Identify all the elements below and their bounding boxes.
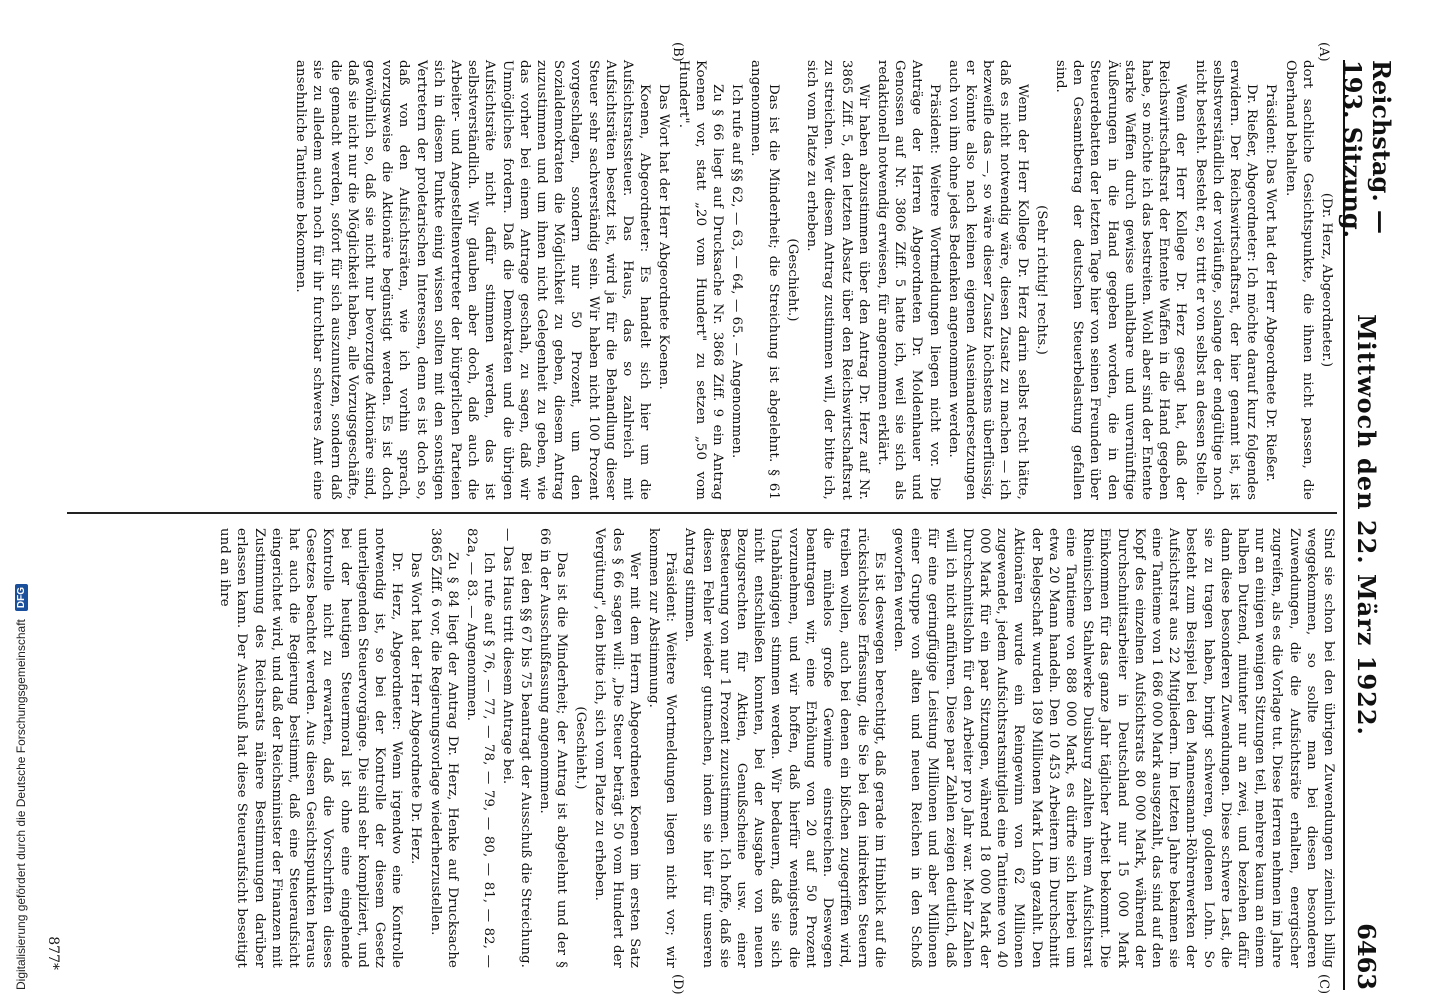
paragraph: Zu § 66 liegt auf Drucksache Nr. 3868 Ziff. 9 ein Antrag Koenen vor, statt „20 vom Hundert" zu setzen „50 vom Hundert". [675,60,726,500]
paragraph: Sind sie schon bei den übrigen Zuwendungen ziemlich billig weggekommen, so sollte man bei diesen besonderen Zuwendungen, die die Aufsichtsräte erhalten, energischer zugreifen, als es die Vorlage tut. Diese Herren nehmen im Jahre nur an einigen wenigen Sitzungen teil, mehrere kaum an einem halben Dutzend, mitunter nur an zwei, und beziehen dafür dann diese besonderen Zuwendungen. Diese schwere Last, die sie zu tragen haben, bringt schweren, goldenen Lohn. So besteht zum Beispiel bei den Mannesmann-Röhrenwerken der Aufsichtsrat aus 22 Mitgliedern. Im letzten Jahre bekamen sie eine Tantieme von 1 686 000 Mark ausgezahlt, das sind auf den Kopf des einzelnen Aufsichtsrats 80 000 Mark, während der Durchschnittsarbeiter in Deutschland nur 15 000 Mark Einkommen für das ganze Jahr täglicher Arbeit bekommt. Die Rheinischen Stahlwerke Duisburg zahlten ihrem Aufsichtsrat eine Tantieme von 888 000 Mark, es dürfte sich hierbei um etwa 20 Mann handeln. Den 10 453 Arbeitern im Durchschnitt der Belegschaft wurden 189 Millionen Mark Lohn gezahlt. Den Aktionären wurde ein Reingewinn von 62 Millionen zugewendet, jedem Aufsichtsratsmitglied eine Tantieme von 40 000 Mark für ein paar Sitzungen, während 18 000 Mark der Durchschnittslohn für den Arbeiter pro Jahr war. Mehr Zahlen will ich nicht anführen. Diese paar Zahlen zeigen deutlich, daß für eine geringfügige Leistung Millionen und aber Millionen einer Gruppe von alten und neuen Reichen in den Schoß geworfen werden. [890,528,1336,968]
paragraph: Das Wort hat der Herr Abgeordnete Koenen. [656,84,672,390]
paragraph: Präsident: Weitere Wortmeldungen liegen nicht vor; wir kommen zur Abstimmung. [646,528,679,968]
dfg-logo: DFG [15,584,28,611]
paragraph: Wenn der Herr Kollege Dr. Herz gesagt hat, daß der Reichswirtschaftsrat der Entente Waffen in die Hand gegeben habe, so möchte ich das bestreiten. Wohl aber sind der Entente starke Waffen durch gewisse unhaltbare und unvernünftige Äußerungen in die Hand gegeben worden, die in den Steuerdebatten der letzten Tage hier von seinen Freunden über den Gesamtbetrag der deutschen Steuerbelastung gefallen sind. [1052,60,1189,500]
right-column [214,528,1337,968]
paragraph: Präsident: Das Wort hat der Herr Abgeordnete Dr. Rießer. [1263,84,1279,482]
footer-page-number: 877* [45,936,61,970]
digitization-note [14,584,28,990]
margin-mark-a: (A) [1316,42,1331,62]
paragraph: Bei den §§ 67 bis 75 beantragt der Ausschuß die Streichung. — Das Haus tritt diesem Antrage bei. [500,528,533,968]
paragraph: Das ist die Minderheit; der Antrag ist abgelehnt und der § 66 in der Ausschußfassung angenommen. [536,528,570,968]
digitization-text: Digitalisierung gefördert durch die Deutsche Forschungsgemeinschaft [14,619,28,990]
paragraph: Es ist deswegen berechtigt, daß gerade im Hinblick auf die rücksichtslose Erfassung, die Sie bei den indirekten Steuern treiben wollen, auch bei denen ein bißchen zugegriffen wird, die mühelos große Gewinne einstreichen. Deswegen beantragen wir, eine Erhöhung von 20 auf 50 Prozent vorzunehmen, und wir hoffen, daß hierfür wenigstens die Unabhängigen stimmen werden. Wir bedauern, daß sie sich nicht entschließen konnten, bei der Ausgabe von neuen Bezugsrechten für Aktien, Genußscheine usw. einer Besteuerung von nur 1 Prozent zuzustimmen. Ich hoffe, daß sie diesen Fehler wieder gutmachen, indem sie hier für unseren Antrag stimmen. [682,528,887,968]
paragraph: Koenen, Abgeordneter: Es handelt sich hier um die Aufsichtsratssteuer. Das Haus, das so zahlreich mit Aufsichtsräten besetzt ist, wird ja für die Behandlung dieser Steuer sehr sachverständig sein. Wir haben nicht 100 Prozent vorgeschlagen, sondern nur 50 Prozent, um den Sozialdemokraten die Möglichkeit zu geben, diesem Antrag zuzustimmen und um ihnen nicht Gelegenheit zu geben, wie das vorher bei einem Antrage geschah, zu sagen, daß wir Unmögliches fordern. Daß die Demokraten und die übrigen Aufsichtsräte nicht dafür stimmen werden, das ist selbstverständlich. Wir glauben aber doch, daß auch die Arbeiter- und Angestelltenvertreter der bürgerlichen Parteien sich in diesem Punkte einig wissen sollten mit den sonstigen Vertretern der proletarischen Interessen, denn es ist doch so, daß von den Aufsichtsräten, wie ich vorhin sprach, vorzugsweise die Aktionäre begünstigt werden. Es ist doch gewöhnlich so, daß sie nicht nur bevorzugte Aktionäre sind, daß sie nicht nur die Möglichkeit haben, alle Vorzugsgeschäfte, die gemacht werden, sofort für sich auszunutzen, sondern daß sie zu alledem auch noch für ihr furchtbar schweres Amt eine ansehnliche Tantieme bekommen. [293,60,653,500]
paragraph: Präsident: Weitere Wortmeldungen liegen nicht vor. Die Anträge der Herren Abgeordneten Dr. Moldenhauer und Genossen auf Nr. 3806 Ziff. 5 hatte ich, weil sie sich als redaktionell notwendig erwiesen, für angenommen erklärt. [874,60,942,500]
rotated-document-page [5,40,1396,1000]
paragraph: (Dr. Herz, Abgeordneter.) [1319,192,1334,368]
interjection: (Geschieht.) [573,706,589,790]
column-divider [67,512,1337,514]
paragraph: Wer mit dem Herrn Abgeordneten Koenen im ersten Satz des § 66 sagen will: „Die Steuer beträgt 50 vom Hundert der Vergütung", den bitte ich, sich vom Platze zu erheben. [592,528,642,968]
paragraph: dort sachliche Gesichtspunkte, die ihnen nicht passen, die Oberhand behalten. [1282,60,1315,500]
margin-mark-d: (D) [670,974,685,995]
paragraph: Das Wort hat der Herr Abgeordnete Dr. Herz. [408,552,424,865]
left-column [290,60,1337,500]
paragraph: Ich rufe auf § 76, — 77, — 78, — 79, — 80, — 81, — 82, — 82a, — 83. — Angenommen. [464,528,497,968]
header-rule [1343,60,1345,990]
page-header [1338,60,1396,990]
margin-mark-b: (B) [670,42,685,62]
paragraph: Das ist die Minderheit; die Streichung ist abgelehnt. § 61 angenommen. [748,60,781,500]
paragraph: Wenn der Herr Kollege Dr. Herz darin selbst recht hätte, daß es nicht notwendig wäre, diesen Zusatz zu machen — ich bezweifle das —, so wäre dieser Zusatz höchstens überflüssig, er könnte also nach keinen eigenen Auseinandersetzungen auch von ihm ohne jedes Bedenken angenommen werden. [945,60,1030,500]
paragraph: Dr. Herz, Abgeordneter: Wenn irgendwo eine Kontrolle notwendig ist, so bei der Kontrolle der diesem Gesetz unterliegenden Steuervorgänge. Die sind sehr kompliziert, und bei der heutigen Steuermoral ist ohne eine eingehende Kontrolle nicht zu erwarten, daß die Vorschriften dieses Gesetzes beachtet werden. Aus diesen Gesichtspunkten heraus hat auch die Regierung bestimmt, daß eine Steueraufsicht eingerichtet wird, und daß der Reichsminister der Finanzen mit Zustimmung des Reichsrats nähere Bestimmungen darüber erlassen kann. Der Ausschuß hat diese Steueraufsicht beseitigt und an ihre [217,528,405,968]
margin-mark-c: (C) [1316,974,1331,995]
paragraph: Ich rufe auf §§ 62, — 63, — 64, — 65. — Angenommen. [729,84,745,459]
page-number: 6463 [1352,923,1382,990]
header-left: Reichstag. — 193. Sitzung. [1338,60,1396,239]
interjection: (Sehr richtig! rechts.) [1033,205,1049,355]
header-date: Mittwoch den 22. März 1922. [1352,314,1382,736]
paragraph: Wir haben abzustimmen über den Antrag Dr. Herz auf Nr. 3865 Ziff. 5, den letzten Absatz über den Reichswirtschaftsrat zu streichen. Wer diesem Antrag zustimmen will, der bitte ich, sich vom Platze zu erheben. [804,60,871,500]
paragraph: Dr. Rießer, Abgeordneter: Ich möchte darauf kurz folgendes erwidern. Der Reichswirtschaftsrat, der hier genannt ist, ist selbstverständlich der vorläufige, solange der endgültige noch nicht besteht. Besteht er, so tritt er von selbst an dessen Stelle. [1192,60,1260,500]
paragraph: Zu § 84 liegt der Antrag Dr. Herz, Henke auf Drucksache 3865 Ziff. 6 vor, die Regierungsvorlage wiederherzustellen. [427,528,460,968]
interjection: (Geschieht.) [784,238,800,322]
